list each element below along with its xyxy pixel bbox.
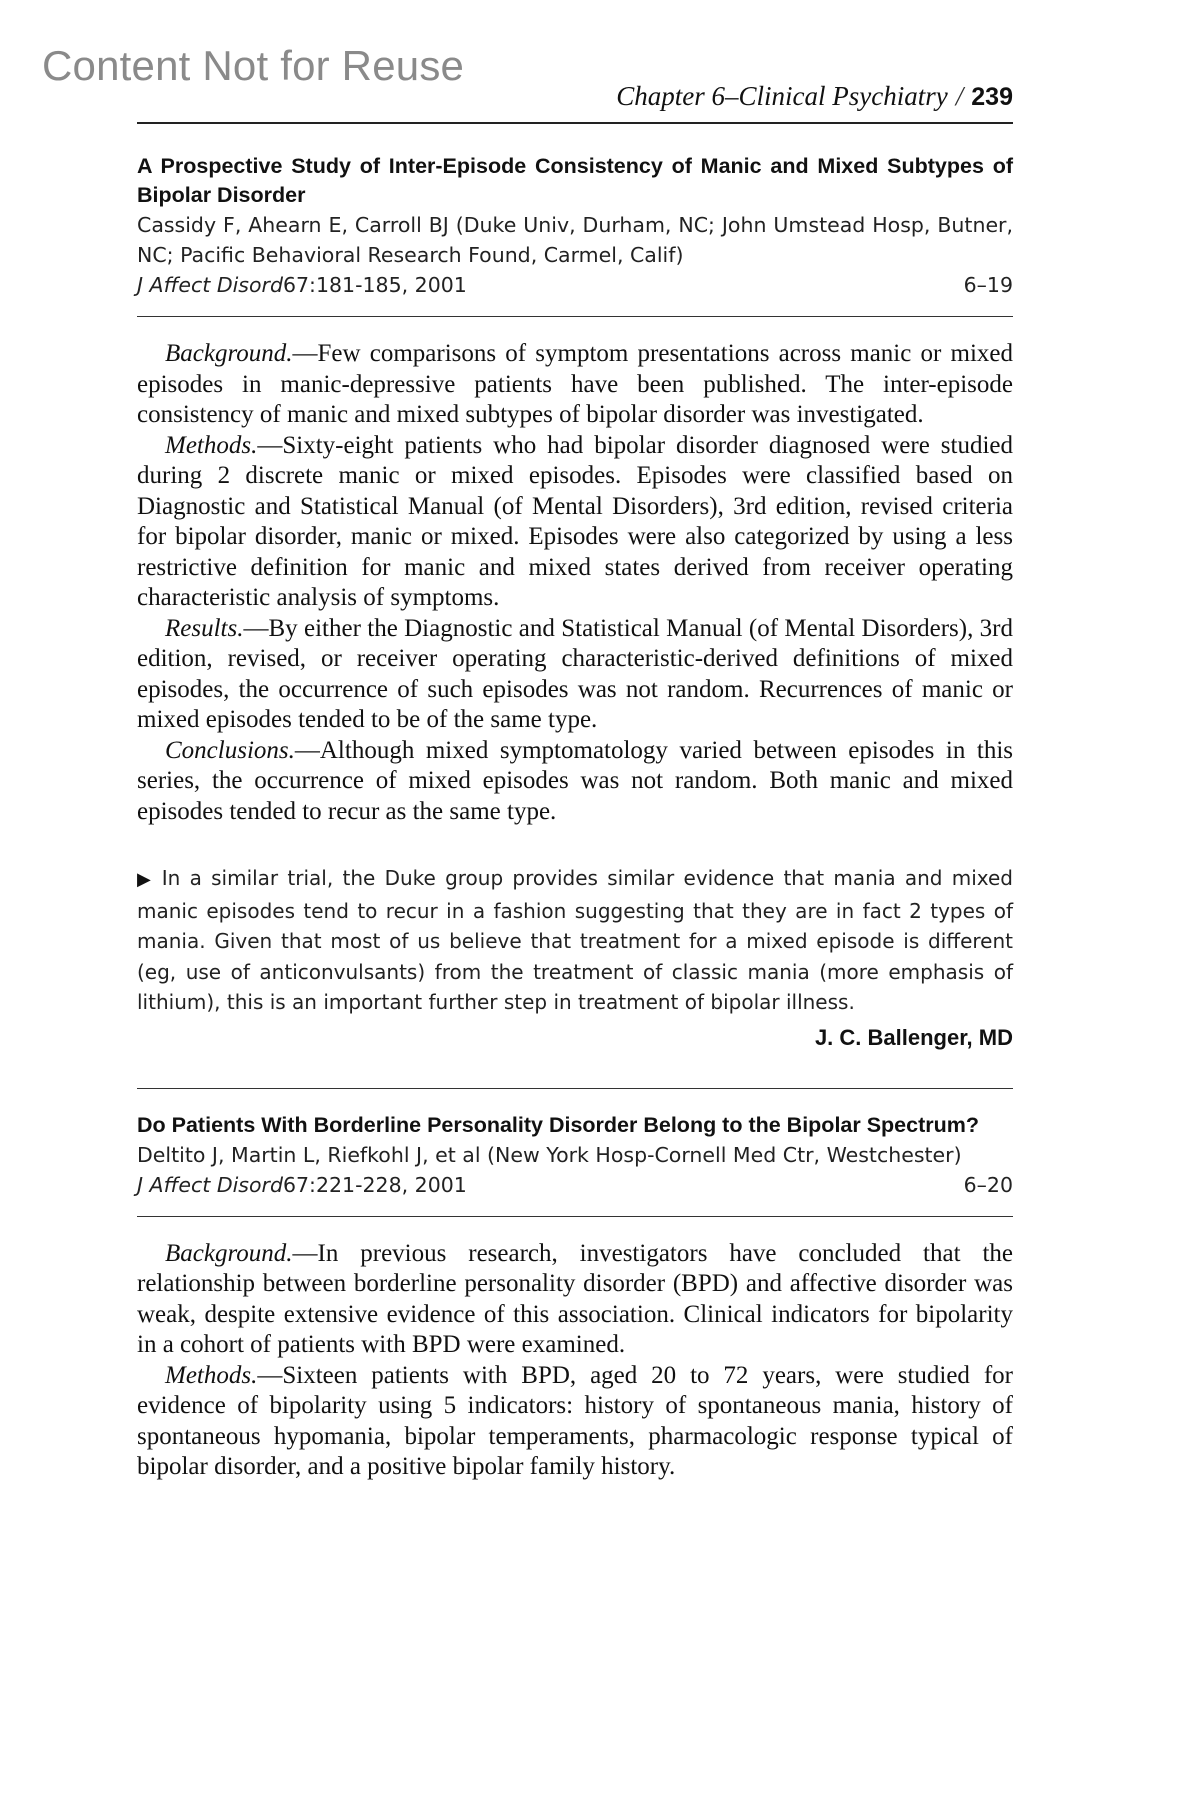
article-authors: Cassidy F, Ahearn E, Carroll BJ (Duke Univ, Durham, NC; John Umstead Hosp, Butner, NC; Pacific Behavioral Research Found, Carmel, Calif) — [137, 213, 1013, 267]
section-label: Methods. — [165, 1361, 258, 1389]
journal-name: J Affect Disord — [137, 1172, 283, 1197]
section-label: Conclusions. — [165, 736, 295, 764]
article-6-19 — [137, 124, 1013, 1054]
section-text: —Sixty-eight patients who had bipolar disorder diagnosed were studied during 2 discrete manic or mixed episodes. Episodes were classified based on Diagnostic and Statistical Manual (of Mental Disorders), 3rd edition, revised criteria for bipolar disorder, manic or mixed. Episodes were also categorized by using a less restrictive definition for manic and mixed states derived from receiver operating characteristic analysis of symptoms. — [137, 431, 1013, 611]
page-number: 239 — [971, 83, 1013, 111]
article-title: Do Patients With Borderline Personality Disorder Belong to the Bipolar Spectrum? — [137, 1112, 980, 1137]
article-6-20 — [137, 1089, 1013, 1483]
article-header — [137, 1089, 1013, 1216]
play-arrow-icon: ▶ — [137, 869, 154, 890]
article-citation — [137, 1170, 1013, 1200]
section-text: —Sixteen patients with BPD, aged 20 to 72 years, were studied for evidence of bipolarity using 5 indicators: history of spontaneous mania, history of spontaneous hypomania, bipolar temperaments, pharmacologic response typical of bipolar disorder, and a positive bipolar family history. — [137, 1361, 1013, 1480]
chapter-title: Chapter 6–Clinical Psychiatry — [616, 81, 948, 111]
article-citation — [137, 270, 1013, 300]
header-separator: / — [955, 81, 964, 111]
abstract-background — [137, 1239, 1013, 1361]
abstract — [137, 317, 1013, 827]
commentary — [137, 863, 1013, 1018]
reference-number: 6–20 — [963, 1172, 1013, 1197]
abstract-methods — [137, 1361, 1013, 1483]
section-text: —In previous research, investigators have concluded that the relationship between borderline personality disorder (BPD) and affective disorder was weak, despite extensive evidence of this association. Clinical indicators for bipolarity in a cohort of patients with BPD were examined. — [137, 1239, 1013, 1358]
citation-details: 67:221-228, 2001 — [282, 1172, 467, 1197]
section-text: —Although mixed symptomatology varied between episodes in this series, the occurrence of mixed episodes was not random. Both manic and mixed episodes tended to recur as the same type. — [137, 736, 1013, 825]
watermark: Content Not for Reuse — [42, 42, 465, 89]
section-text: —Few comparisons of symptom presentations across manic or mixed episodes in manic-depressive patients have been published. The inter-episode consistency of manic and mixed subtypes of bipolar disorder was investigated. — [137, 340, 1013, 428]
abstract — [137, 1217, 1013, 1483]
abstract-methods — [137, 431, 1013, 614]
section-label: Background. — [165, 1239, 293, 1267]
abstract-results — [137, 614, 1013, 736]
citation-details: 67:181-185, 2001 — [282, 273, 467, 297]
reference-number: 6–19 — [963, 273, 1013, 297]
article-title: A Prospective Study of Inter-Episode Consistency of Manic and Mixed Subtypes of Bipolar Disorder — [137, 154, 1013, 207]
page — [137, 70, 1013, 1483]
section-label: Background. — [165, 340, 293, 367]
abstract-background — [137, 339, 1013, 431]
commentary-author: J. C. Ballenger, MD — [814, 1024, 1013, 1050]
section-label: Results. — [165, 614, 244, 642]
section-label: Methods. — [165, 431, 258, 459]
commentary-text: In a similar trial, the Duke group provides similar evidence that mania and mixed manic episodes tend to recur in a fashion suggesting that they are in fact 2 types of mania. Given that most of us believe that treatment for a mixed episode is different (eg, use of anticonvulsants) from the treatment of classic mania (more emphasis of lithium), this is an important further step in treatment of bipolar illness. — [137, 866, 1013, 1014]
article-header — [137, 124, 1013, 316]
article-authors: Deltito J, Martin L, Riefkohl J, et al (New York Hosp-Cornell Med Ctr, Westchester) — [137, 1142, 962, 1167]
journal-name: J Affect Disord — [137, 273, 283, 297]
section-text: —By either the Diagnostic and Statistical Manual (of Mental Disorders), 3rd edition, revised, or receiver operating characteristic-derived definitions of mixed episodes, the occurrence of such episodes was not random. Recurrences of manic or mixed episodes tended to be of the same type. — [137, 614, 1013, 733]
abstract-conclusions — [137, 736, 1013, 828]
running-head — [137, 70, 1013, 122]
